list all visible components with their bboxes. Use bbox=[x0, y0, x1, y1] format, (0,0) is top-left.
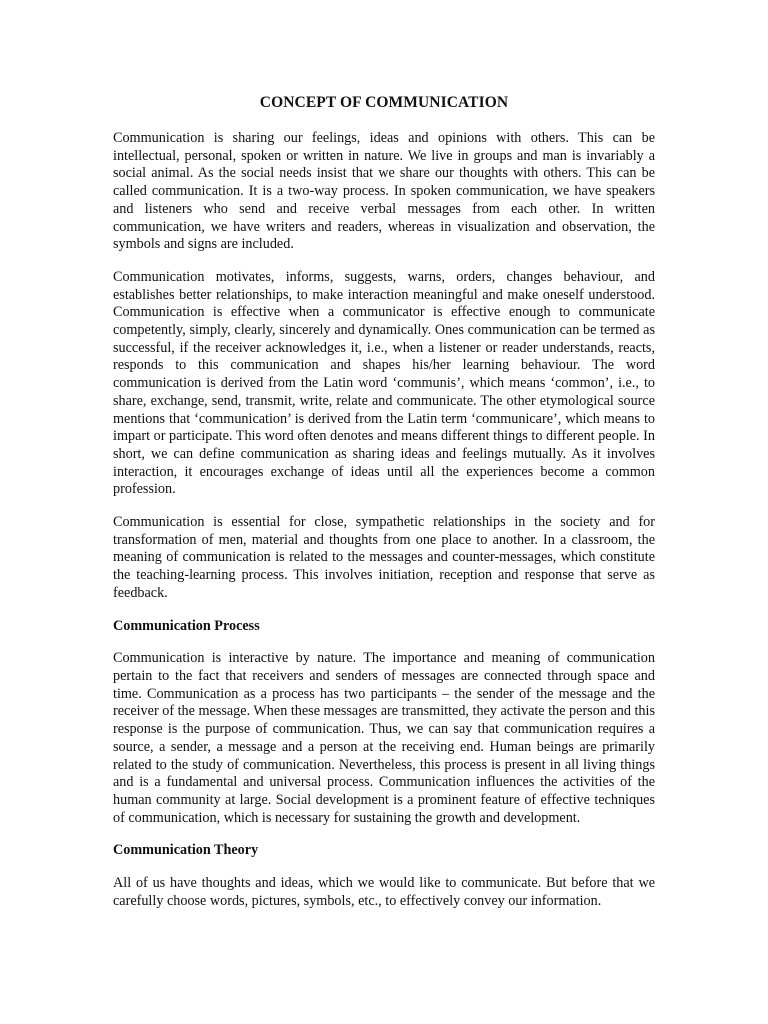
paragraph-motivates: Communication motivates, informs, suggests, warns, orders, changes behaviour, and establishes better relationships, to make interaction meaningful and make oneself understood. Communication is effective when a communicator is effective enough to communicate competently, simply, clearly, sincerely and dynamically. Ones communication can be termed as successful, if the receiver acknowledges it, i.e., when a listener or reader understands, reacts, responds to this communication and shapes his/her learning behaviour. The word communication is derived from the Latin word ‘communis’, which means ‘common’, i.e., to share, exchange, send, transmit, write, relate and communicate. The other etymological source mentions that ‘communication’ is derived from the Latin term ‘communicare’, which means to impart or participate. This word often denotes and means different things to different people. In short, we can define communication as sharing ideas and feelings mutually. As it involves interaction, it encourages exchange of ideas until all the experiences become a common profession. bbox=[113, 268, 655, 498]
paragraph-essential: Communication is essential for close, sympathetic relationships in the society and for transformation of men, material and thoughts from one place to another. In a classroom, the meaning of communication is related to the messages and counter-messages, which constitute the teaching-learning process. This involves initiation, reception and response that serve as feedback. bbox=[113, 514, 655, 601]
paragraph-theory: All of us have thoughts and ideas, which we would like to communicate. But before that we carefully choose words, pictures, symbols, etc., to effectively convey our information. bbox=[113, 875, 655, 909]
page-title: CONCEPT OF COMMUNICATION bbox=[259, 94, 509, 111]
heading-communication-process: Communication Process bbox=[113, 617, 260, 634]
heading-communication-theory: Communication Theory bbox=[113, 842, 259, 859]
paragraph-sharing: Communication is sharing our feelings, ideas and opinions with others. This can be intellectual, personal, spoken or written in nature. We live in groups and man is invariably a social animal. As the social needs insist that we share our thoughts with others. This can be called communication. It is a two-way process. In spoken communication, we have speakers and listeners who send and receive verbal messages from each other. In written communication, we have writers and readers, whereas in visualization and observation, the symbols and signs are included. bbox=[113, 130, 655, 253]
paragraph-process: Communication is interactive by nature. The importance and meaning of communication pertain to the fact that receivers and senders of messages are connected through space and time. Communication as a process has two participants – the sender of the message and the receiver of the message. When these messages are transmitted, they activate the person and this response is the purpose of communication. Thus, we can say that communication requires a source, a sender, a message and a person at the receiving end. Human beings are primarily related to the study of communication. Nevertheless, this process is present in all living things and is a fundamental and universal process. Communication influences the activities of the human community at large. Social development is a prominent feature of effective techniques of communication, which is necessary for sustaining the growth and development. bbox=[113, 650, 655, 826]
